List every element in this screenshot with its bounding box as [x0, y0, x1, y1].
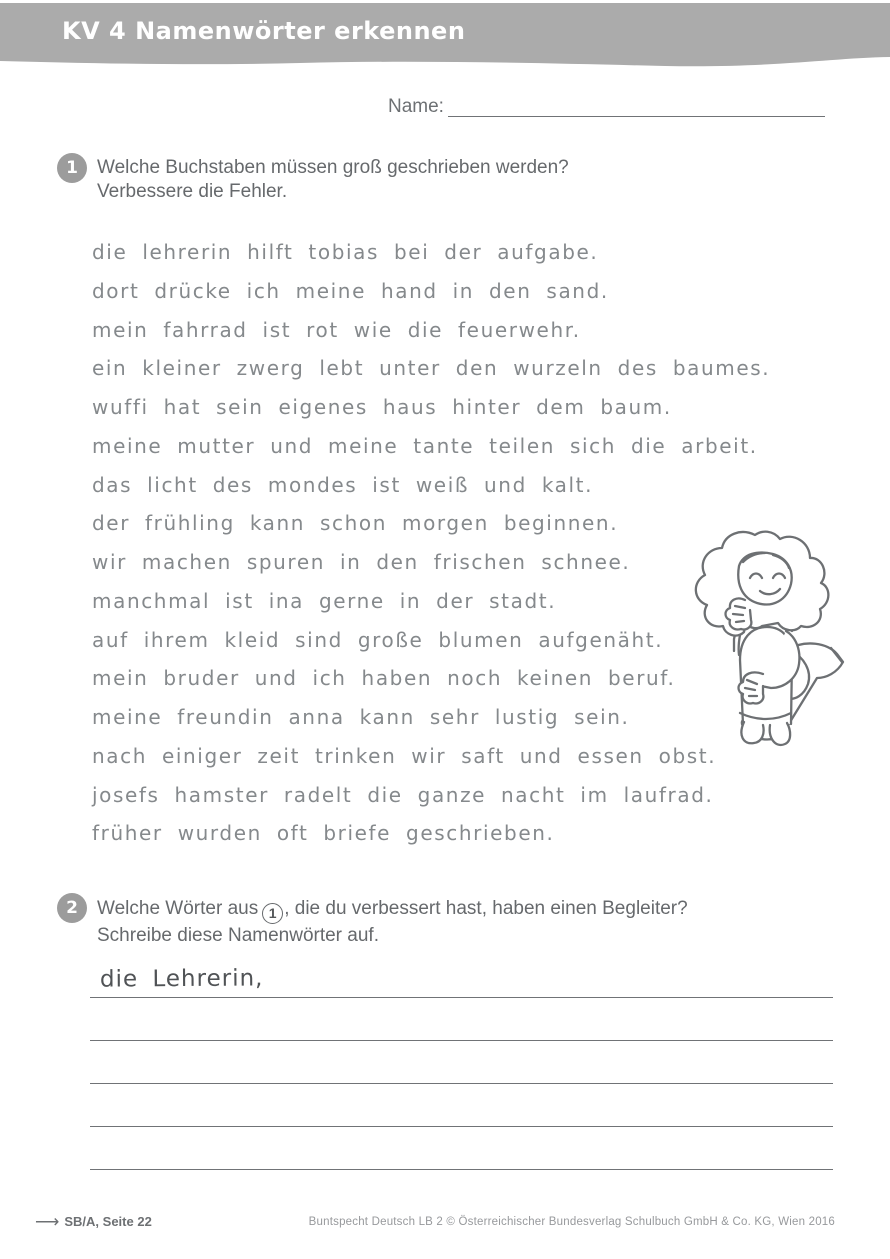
sentence: die lehrerin hilft tobias bei der aufgabe. — [92, 240, 599, 264]
sentence: nach einiger zeit trinken wir saft und essen obst. — [92, 743, 717, 768]
footer-reference-label: SB/A, Seite 22 — [64, 1214, 152, 1229]
task2-instruction-line2: Schreibe diese Namenwörter auf. — [97, 924, 379, 946]
answer-line-4[interactable] — [90, 1126, 833, 1127]
name-input-line[interactable] — [448, 0, 825, 117]
sentence: das licht des mondes ist weiß und kalt. — [92, 472, 594, 497]
task2-instruction-part2: , die du verbessert hast, haben einen Begleiter? — [284, 898, 688, 919]
sentence-list — [92, 233, 770, 853]
answer-line-5[interactable] — [90, 1169, 833, 1170]
task1-instruction — [97, 156, 569, 204]
sentence: meine mutter und meine tante teilen sich die arbeit. — [92, 433, 758, 458]
circled-task1-reference — [262, 903, 283, 924]
task1-instruction-line2: Verbessere die Fehler. — [97, 181, 288, 202]
sentence: wuffi hat sein eigenes haus hinter dem baum. — [92, 395, 672, 419]
answer-line-3[interactable] — [90, 1083, 833, 1084]
sentence: der frühling kann schon morgen beginnen. — [92, 511, 619, 536]
footer-page-reference — [35, 1214, 152, 1229]
answer-line-1[interactable] — [90, 997, 833, 998]
task2-instruction — [97, 897, 688, 948]
sentence: mein fahrrad ist rot wie die feuerwehr. — [92, 317, 581, 342]
sentence: ein kleiner zwerg lebt unter den wurzeln des baumes. — [92, 356, 771, 381]
child-drawing-icon — [683, 527, 850, 750]
answer-line-2[interactable] — [90, 1040, 833, 1041]
name-label: Name: — [388, 96, 444, 117]
task2-number-badge: 2 — [57, 893, 87, 923]
sentence: meine freundin anna kann sehr lustig sein. — [92, 705, 630, 729]
sentence: früher wurden oft briefe geschrieben. — [92, 821, 555, 846]
page-title: KV 4 Namenwörter erkennen — [62, 17, 466, 45]
task1-number-badge: 1 — [57, 153, 87, 183]
arrow-right-icon: ⟶ — [35, 1212, 60, 1231]
task2-instruction-line1 — [97, 897, 688, 924]
circled-reference-number: 1 — [268, 905, 277, 921]
sentence: dort drücke ich meine hand in den sand. — [92, 278, 609, 303]
child-on-pillow-illustration — [683, 527, 850, 750]
footer-copyright: Buntspecht Deutsch LB 2 © Österreichischer Bundesverlag Schulbuch GmbH & Co. KG, Wien 2016 — [308, 1216, 835, 1228]
sentence: mein bruder und ich haben noch keinen beruf. — [92, 666, 676, 691]
sentence: wir machen spuren in den frischen schnee. — [92, 550, 631, 574]
task1-instruction-line1: Welche Buchstaben müssen groß geschrieben werden? — [97, 157, 569, 178]
prefilled-answer-text: die Lehrerin, — [99, 965, 264, 993]
task2-instruction-part1: Welche Wörter aus — [97, 898, 259, 919]
sentence: auf ihrem kleid sind große blumen aufgenäht. — [92, 627, 664, 652]
sentence: manchmal ist ina gerne in der stadt. — [92, 588, 557, 613]
sentence: josefs hamster radelt die ganze nacht im laufrad. — [92, 782, 714, 807]
